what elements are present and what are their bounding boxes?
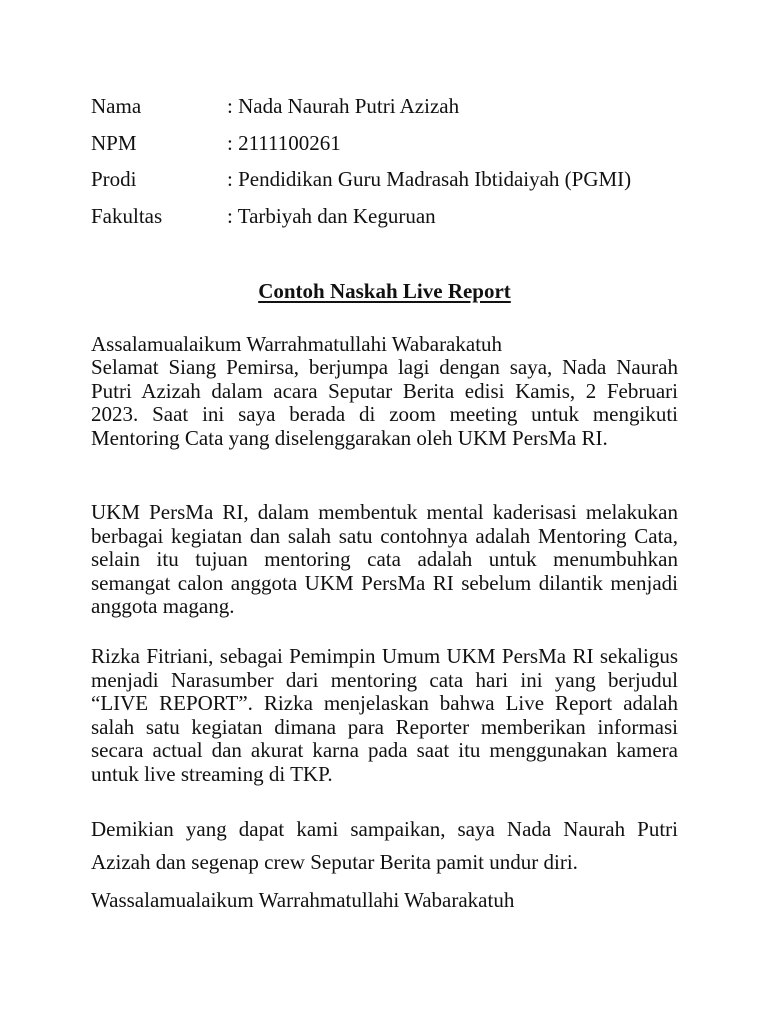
paragraph-narasumber: Rizka Fitriani, sebagai Pemimpin Umum UKM PersMa RI sekaligus menjadi Narasumber dari mentoring cata hari ini yang berjudul “LIVE REPORT”. Rizka menjelaskan bahwa Live Report adalah salah satu kegiatan dimana para Reporter memberikan informasi secara actual dan akurat karna pada saat itu menggunakan kamera untuk live streaming di TKP.: [91, 644, 678, 786]
identity-value: : Tarbiyah dan Keguruan: [227, 203, 436, 228]
identity-row-fakultas: [91, 202, 678, 239]
identity-label: Prodi: [91, 167, 137, 191]
identity-label: Nama: [91, 94, 142, 118]
identity-label: NPM: [91, 130, 137, 155]
identity-value: : Pendidikan Guru Madrasah Ibtidaiyah (PGMI): [227, 167, 632, 191]
paragraph-closing: Demikian yang dapat kami sampaikan, saya Nada Naurah Putri Azizah dan segenap crew Seputar Berita pamit undur diri.: [91, 817, 678, 874]
identity-row-prodi: [91, 165, 678, 202]
closing-greeting: Wassalamualaikum Warrahmatullahi Wabarakatuh: [91, 888, 515, 912]
identity-value: : Nada Naurah Putri Azizah: [227, 94, 460, 118]
identity-block: [91, 92, 678, 238]
identity-row-npm: [91, 129, 678, 166]
greeting-line: Assalamualaikum Warrahmatullahi Wabarakatuh: [91, 332, 503, 356]
identity-label: Fakultas: [91, 203, 163, 228]
identity-value: : 2111100261: [227, 130, 341, 155]
paragraph-ukm: UKM PersMa RI, dalam membentuk mental kaderisasi melakukan berbagai kegiatan dan salah satu contohnya adalah Mentoring Cata, selain itu tujuan mentoring cata adalah untuk menumbuhkan semangat calon anggota UKM PersMa RI sebelum dilantik menjadi anggota magang.: [91, 500, 678, 618]
identity-row-name: [91, 92, 678, 129]
document-title: Contoh Naskah Live Report: [258, 279, 511, 303]
paragraph-intro: Selamat Siang Pemirsa, berjumpa lagi dengan saya, Nada Naurah Putri Azizah dalam acara Seputar Berita edisi Kamis, 2 Februari 2023. Saat ini saya berada di zoom meeting untuk mengikuti Mentoring Cata yang diselenggarakan oleh UKM PersMa RI.: [91, 355, 678, 450]
